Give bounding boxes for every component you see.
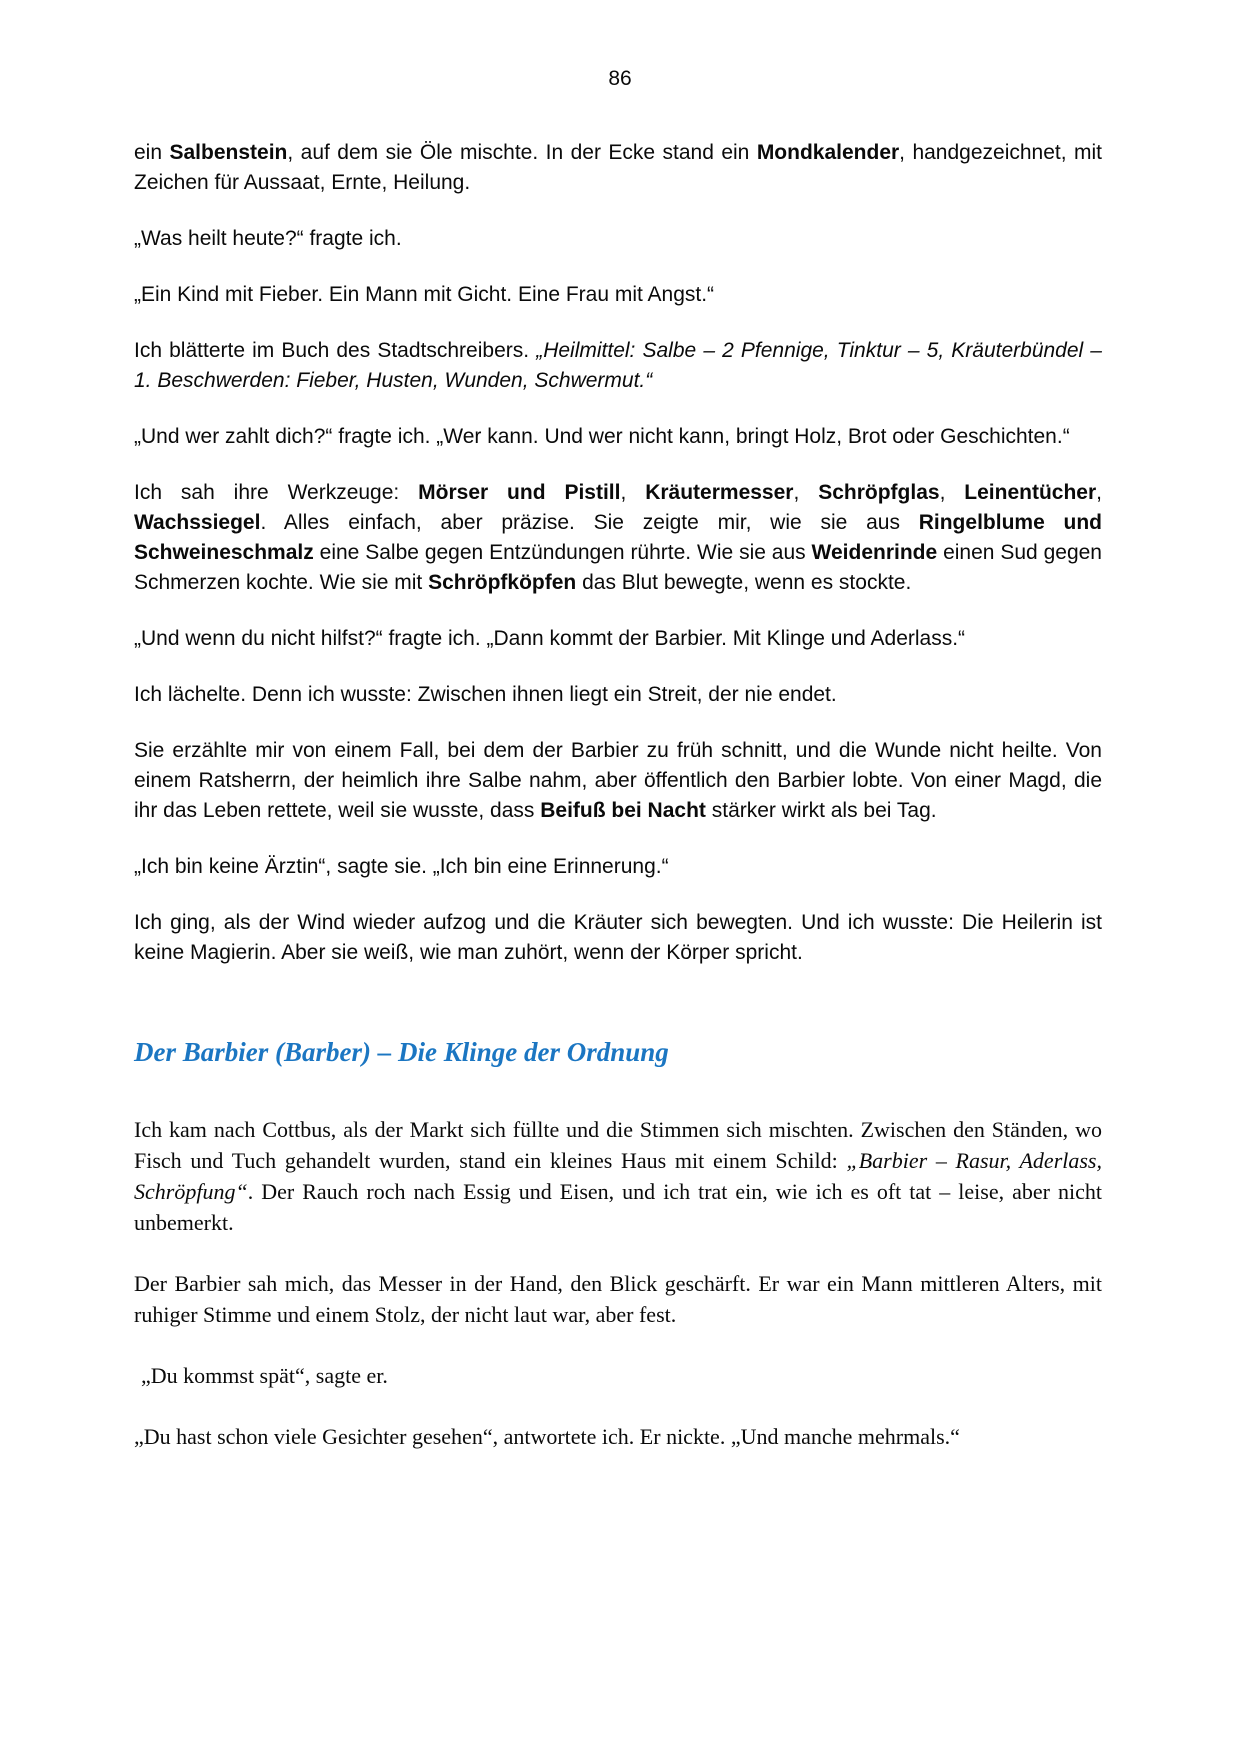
text-run: Ich lächelte. Denn ich wusste: Zwischen ihnen liegt ein Streit, der nie endet. <box>134 683 837 706</box>
paragraph <box>134 908 1102 968</box>
text-run: ein <box>134 141 170 164</box>
bold-text-run: Mondkalender <box>756 141 900 164</box>
paragraph <box>134 1360 1102 1391</box>
bold-text-run: Beifuß bei Nacht <box>540 799 706 822</box>
barber-section <box>134 1114 1102 1452</box>
paragraph <box>134 422 1102 452</box>
bold-text-run: Kräutermesser <box>645 481 794 504</box>
italic-text-run: „Barbier – Rasur, Aderlass, Schröpfung“ <box>134 1148 1102 1204</box>
text-run: „Und wer zahlt dich?“ fragte ich. „Wer kann. Und wer nicht kann, bringt Holz, Brot oder Geschichten.“ <box>134 425 1070 448</box>
text-run: „Du kommst spät“, sagte er. <box>141 1363 388 1388</box>
bold-text-run: Leinentücher <box>964 481 1097 504</box>
text-run: stärker wirkt als bei Tag. <box>705 799 937 822</box>
text-run: „Du hast schon viele Gesichter gesehen“, antwortete ich. Er nickte. „Und manche mehrmals.“ <box>134 1424 960 1449</box>
text-run: Ich ging, als der Wind wieder aufzog und die Kräuter sich bewegten. Und ich wusste: Die Heilerin ist keine Magierin. Aber sie weiß, wie man zuhört, wenn der Körper spricht. <box>134 911 1102 964</box>
paragraph <box>134 680 1102 710</box>
bold-text-run: Wachssiegel <box>134 511 261 534</box>
text-run: . Alles einfach, aber präzise. Sie zeigte mir, wie sie aus <box>260 511 919 534</box>
paragraph <box>134 852 1102 882</box>
text-run: , <box>793 481 819 504</box>
paragraph <box>134 336 1102 396</box>
paragraph <box>134 1421 1102 1452</box>
text-run: , auf dem sie Öle mischte. In der Ecke stand ein <box>287 141 757 164</box>
section-heading: Der Barbier (Barber) – Die Klinge der Ordnung <box>134 1037 669 1067</box>
text-run: , <box>939 481 965 504</box>
bold-text-run: Mörser und Pistill <box>418 481 621 504</box>
text-run: Der Barbier sah mich, das Messer in der Hand, den Blick geschärft. Er war ein Mann mittleren Alters, mit ruhiger Stimme und einem Stolz, der nicht laut war, aber fest. <box>134 1271 1102 1327</box>
page-content <box>134 138 1102 1452</box>
text-run: Ich blätterte im Buch des Stadtschreibers. <box>134 339 537 362</box>
paragraph <box>134 280 1102 310</box>
bold-text-run: Schröpfglas <box>818 481 940 504</box>
paragraph <box>134 624 1102 654</box>
text-run: , handgezeichnet, mit Zeichen für Aussaat, Ernte, Heilung. <box>134 141 1103 194</box>
paragraph <box>134 224 1102 254</box>
text-run: das Blut bewegte, wenn es stockte. <box>576 571 912 594</box>
page-number: 86 <box>608 67 632 90</box>
text-run: Ich sah ihre Werkzeuge: <box>134 481 419 504</box>
paragraph <box>134 736 1102 826</box>
italic-text-run: „Heilmittel: Salbe – 2 Pfennige, Tinktur – 5, Kräuterbündel – 1. Beschwerden: Fieber, Husten, Wunden, Schwermut.“ <box>134 339 1102 392</box>
bold-text-run: Weidenrinde <box>811 541 938 564</box>
paragraph <box>134 138 1102 198</box>
text-run: , <box>1096 481 1102 504</box>
text-run: eine Salbe gegen Entzündungen rührte. Wie sie aus <box>313 541 812 564</box>
healer-section <box>134 138 1102 968</box>
text-run: , <box>620 481 646 504</box>
text-run: einen Sud gegen Schmerzen kochte. Wie sie mit <box>134 541 1102 594</box>
bold-text-run: Schröpfköpfen <box>428 571 577 594</box>
text-run: „Und wenn du nicht hilfst?“ fragte ich. „Dann kommt der Barbier. Mit Klinge und Aderlass.“ <box>134 627 966 650</box>
bold-text-run: Salbenstein <box>169 141 288 164</box>
text-run: Ich kam nach Cottbus, als der Markt sich füllte und die Stimmen sich mischten. Zwischen den Ständen, wo Fisch und Tuch gehandelt wurden, stand ein kleines Haus mit einem Schild: <box>134 1117 1102 1173</box>
text-run: „Was heilt heute?“ fragte ich. <box>134 227 402 250</box>
text-run: . Der Rauch roch nach Essig und Eisen, und ich trat ein, wie ich es oft tat – leise, aber nicht unbemerkt. <box>134 1179 1102 1235</box>
text-run: „Ein Kind mit Fieber. Ein Mann mit Gicht. Eine Frau mit Angst.“ <box>134 283 715 306</box>
paragraph <box>134 478 1102 598</box>
paragraph <box>134 1268 1102 1330</box>
text-run: „Ich bin keine Ärztin“, sagte sie. „Ich bin eine Erinnerung.“ <box>134 855 669 878</box>
paragraph <box>134 1114 1102 1238</box>
text-run: Sie erzählte mir von einem Fall, bei dem der Barbier zu früh schnitt, und die Wunde nicht heilte. Von einem Ratsherrn, der heimlich ihre Salbe nahm, aber öffentlich den Barbier lobte. Von einer Magd, die ihr das Leben rettete, weil sie wusste, dass <box>134 739 1102 822</box>
bold-text-run: Ringelblume und Schweineschmalz <box>134 511 1103 564</box>
